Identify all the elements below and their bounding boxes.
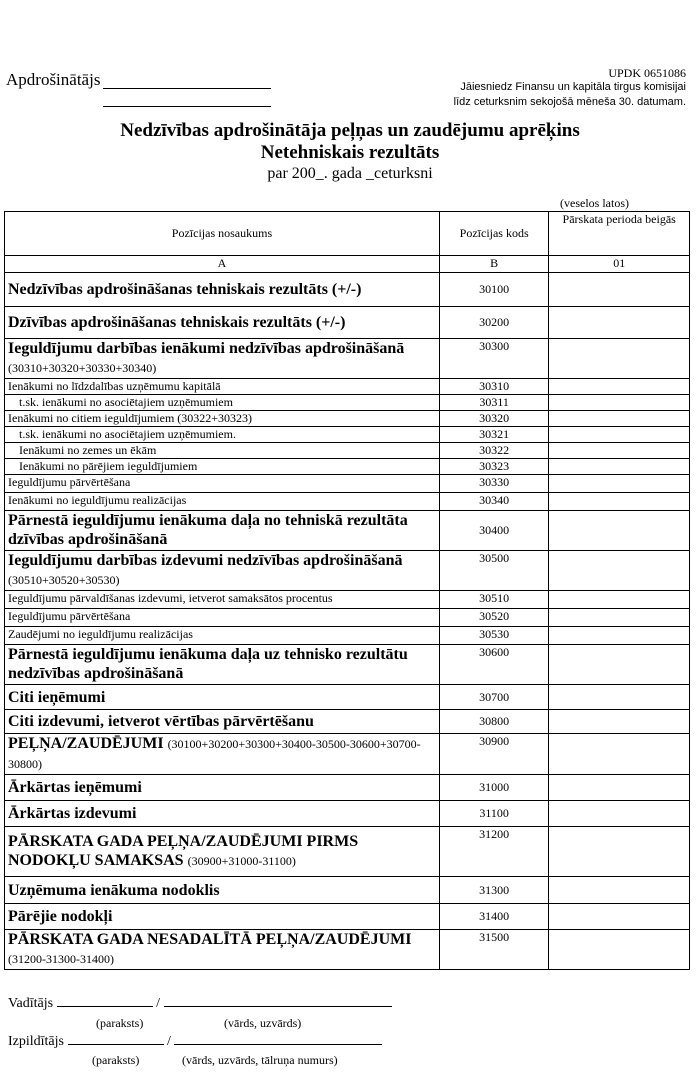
head-sign-caption: (paraksts) xyxy=(96,1016,144,1030)
row-name: Citi izdevumi, ietverot vērtības pārvērtēšanu xyxy=(5,710,440,734)
head-name-line[interactable] xyxy=(164,1006,392,1007)
row-name: Citi ieņēmumi xyxy=(5,685,440,710)
table-row xyxy=(5,627,690,645)
row-code: 30311 xyxy=(439,395,548,411)
row-value-input[interactable] xyxy=(549,379,690,395)
row-name: t.sk. ienākumi no asociētajiem uzņēmumiem. xyxy=(5,427,440,443)
table-row xyxy=(5,307,690,339)
table-row xyxy=(5,775,690,801)
table-row xyxy=(5,827,690,877)
insurer-name-line-2[interactable] xyxy=(103,106,271,107)
row-title: Ieguldījumu darbības izdevumi nedzīvības apdrošināšanā xyxy=(8,552,403,569)
insurer-name-line[interactable] xyxy=(103,88,271,89)
executor-sign-caption: (paraksts) xyxy=(92,1053,140,1067)
row-value-input[interactable] xyxy=(549,427,690,443)
insurer-label: Apdrošinātājs xyxy=(6,70,101,89)
row-code: 30340 xyxy=(439,493,548,511)
row-name: Dzīvības apdrošināšanas tehniskais rezultāts (+/-) xyxy=(5,307,440,339)
row-name: Ārkārtas ieņēmumi xyxy=(5,775,440,801)
table-row xyxy=(5,475,690,493)
table-row xyxy=(5,645,690,685)
row-name: Uzņēmuma ienākuma nodoklis xyxy=(5,877,440,904)
row-value-input[interactable] xyxy=(549,443,690,459)
table-header-row xyxy=(5,212,690,256)
row-code: 30320 xyxy=(439,411,548,427)
row-title: PĀRSKATA GADA NESADALĪTĀ PEĻŅA/ZAUDĒJUMI xyxy=(8,931,412,948)
row-name: Ieguldījumu pārvērtēšana xyxy=(5,475,440,493)
row-code: 30200 xyxy=(439,307,548,339)
header-value: Pārskata perioda beigās xyxy=(549,212,690,256)
row-name: Ienākumi no līdzdalības uzņēmumu kapitālā xyxy=(5,379,440,395)
row-value-input[interactable] xyxy=(549,609,690,627)
executor-name-caption: (vārds, uzvārds, tālruņa numurs) xyxy=(182,1053,338,1067)
table-row xyxy=(5,877,690,904)
row-code: 30530 xyxy=(439,627,548,645)
row-code: 30600 xyxy=(439,645,548,685)
table-row xyxy=(5,511,690,551)
table-row xyxy=(5,685,690,710)
row-name: Pārējie nodokļi xyxy=(5,904,440,930)
table-row xyxy=(5,459,690,475)
signature-block xyxy=(8,996,688,1072)
header-name: Pozīcijas nosaukums xyxy=(5,212,440,256)
row-value-input[interactable] xyxy=(549,775,690,801)
header-code: Pozīcijas kods xyxy=(439,212,548,256)
row-code: 30300 xyxy=(439,339,548,379)
table-row xyxy=(5,339,690,379)
row-value-input[interactable] xyxy=(549,904,690,930)
report-title: Nedzīvības apdrošinātāja peļņas un zaudējumu aprēķins xyxy=(120,120,580,141)
row-formula: (30100+30200+30300+30400-30500-30600+30700-30800) xyxy=(8,737,421,771)
row-code: 30323 xyxy=(439,459,548,475)
row-code: 30321 xyxy=(439,427,548,443)
row-code: 31200 xyxy=(439,827,548,877)
row-value-input[interactable] xyxy=(549,551,690,591)
table-row xyxy=(5,273,690,307)
row-name xyxy=(5,734,440,775)
table-row xyxy=(5,443,690,459)
executor-label: Izpildītājs xyxy=(8,1034,64,1049)
row-value-input[interactable] xyxy=(549,459,690,475)
row-value-input[interactable] xyxy=(549,395,690,411)
table-row xyxy=(5,379,690,395)
head-signature-row xyxy=(8,996,392,1012)
header-letter-a: A xyxy=(5,256,440,273)
row-value-input[interactable] xyxy=(549,493,690,511)
row-value-input[interactable] xyxy=(549,627,690,645)
row-code: 30330 xyxy=(439,475,548,493)
submission-note-line2: līdz ceturksnim sekojošā mēneša 30. datumam. xyxy=(453,96,686,108)
table-row xyxy=(5,395,690,411)
row-code: 30520 xyxy=(439,609,548,627)
head-signature-line[interactable] xyxy=(57,1006,153,1007)
submission-note-line1: Jāiesniedz Finansu un kapitāla tirgus komisijai xyxy=(460,81,686,93)
pnl-table xyxy=(4,211,690,970)
row-title: PEĻŅA/ZAUDĒJUMI xyxy=(8,735,164,752)
table-row xyxy=(5,904,690,930)
table-row xyxy=(5,930,690,970)
row-name xyxy=(5,339,440,379)
table-row xyxy=(5,493,690,511)
head-label: Vadītājs xyxy=(8,996,54,1011)
row-value-input[interactable] xyxy=(549,411,690,427)
row-code: 30900 xyxy=(439,734,548,775)
row-code: 31100 xyxy=(439,801,548,827)
row-formula: (31200-31300-31400) xyxy=(8,952,114,966)
table-row xyxy=(5,801,690,827)
report-subtitle: Netehniskais rezultāts xyxy=(260,142,440,163)
row-code: 31500 xyxy=(439,930,548,970)
row-name xyxy=(5,827,440,877)
row-code: 31000 xyxy=(439,775,548,801)
form-code: UPDK 0651086 xyxy=(608,66,686,80)
row-code: 30310 xyxy=(439,379,548,395)
row-value-input[interactable] xyxy=(549,877,690,904)
row-title: PĀRSKATA GADA PEĻŅA/ZAUDĒJUMI PIRMS NODOKĻU SAMAKSAS xyxy=(8,833,359,869)
row-code: 30510 xyxy=(439,591,548,609)
report-period: par 200_. gada _ceturksni xyxy=(267,165,433,182)
row-name: Pārnestā ieguldījumu ienākuma daļa no tehniskā rezultāta dzīvības apdrošināšanā xyxy=(5,511,440,551)
table-row xyxy=(5,591,690,609)
row-code: 31300 xyxy=(439,877,548,904)
table-row xyxy=(5,551,690,591)
row-code: 31400 xyxy=(439,904,548,930)
head-slash: / xyxy=(156,996,160,1011)
row-formula: (30900+31000-31100) xyxy=(187,854,296,868)
row-name: Ienākumi no citiem ieguldījumiem (30322+30323) xyxy=(5,411,440,427)
row-formula: (30510+30520+30530) xyxy=(8,573,120,587)
header-number-01: 01 xyxy=(549,256,690,273)
row-name: Ārkārtas izdevumi xyxy=(5,801,440,827)
table-row xyxy=(5,427,690,443)
row-formula: (30310+30320+30330+30340) xyxy=(8,361,157,375)
row-title: Ieguldījumu darbības ienākumi nedzīvības apdrošināšanā xyxy=(8,340,405,357)
row-value-input[interactable] xyxy=(549,930,690,970)
row-name: Ieguldījumu pārvērtēšana xyxy=(5,609,440,627)
table-row xyxy=(5,609,690,627)
row-name: Nedzīvības apdrošināšanas tehniskais rezultāts (+/-) xyxy=(5,273,440,307)
row-name: Ieguldījumu pārvaldīšanas izdevumi, ietverot samaksātos procentus xyxy=(5,591,440,609)
head-name-caption: (vārds, uzvārds) xyxy=(224,1016,302,1030)
row-value-input[interactable] xyxy=(549,827,690,877)
table-row xyxy=(5,710,690,734)
row-name: Ienākumi no pārējiem ieguldījumiem xyxy=(5,459,440,475)
row-code: 30700 xyxy=(439,685,548,710)
submission-note xyxy=(454,80,686,110)
row-code: 30400 xyxy=(439,511,548,551)
row-name: Ienākumi no zemes un ēkām xyxy=(5,443,440,459)
unit-note: (veselos latos) xyxy=(560,196,629,210)
row-value-input[interactable] xyxy=(549,801,690,827)
row-value-input[interactable] xyxy=(549,645,690,685)
header-letter-b: B xyxy=(439,256,548,273)
row-value-input[interactable] xyxy=(549,591,690,609)
row-name: Zaudējumi no ieguldījumu realizācijas xyxy=(5,627,440,645)
row-name: Pārnestā ieguldījumu ienākuma daļa uz tehnisko rezultātu nedzīvības apdrošināšanā xyxy=(5,645,440,685)
row-code: 30800 xyxy=(439,710,548,734)
row-value-input[interactable] xyxy=(549,734,690,775)
row-value-input[interactable] xyxy=(549,307,690,339)
row-value-input[interactable] xyxy=(549,511,690,551)
row-value-input[interactable] xyxy=(549,273,690,307)
row-code: 30100 xyxy=(439,273,548,307)
row-value-input[interactable] xyxy=(549,339,690,379)
table-row xyxy=(5,734,690,775)
executor-signature-line[interactable] xyxy=(68,1044,164,1045)
row-name: t.sk. ienākumi no asociētajiem uzņēmumiem xyxy=(5,395,440,411)
row-code: 30500 xyxy=(439,551,548,591)
row-value-input[interactable] xyxy=(549,475,690,493)
executor-slash: / xyxy=(167,1034,171,1049)
title-block xyxy=(0,120,700,184)
table-letter-row xyxy=(5,256,690,273)
row-code: 30322 xyxy=(439,443,548,459)
executor-signature-row xyxy=(8,1034,382,1050)
row-name xyxy=(5,930,440,970)
table-row xyxy=(5,411,690,427)
row-value-input[interactable] xyxy=(549,685,690,710)
executor-name-line[interactable] xyxy=(174,1044,382,1045)
row-value-input[interactable] xyxy=(549,710,690,734)
row-name: Ienākumi no ieguldījumu realizācijas xyxy=(5,493,440,511)
row-name xyxy=(5,551,440,591)
